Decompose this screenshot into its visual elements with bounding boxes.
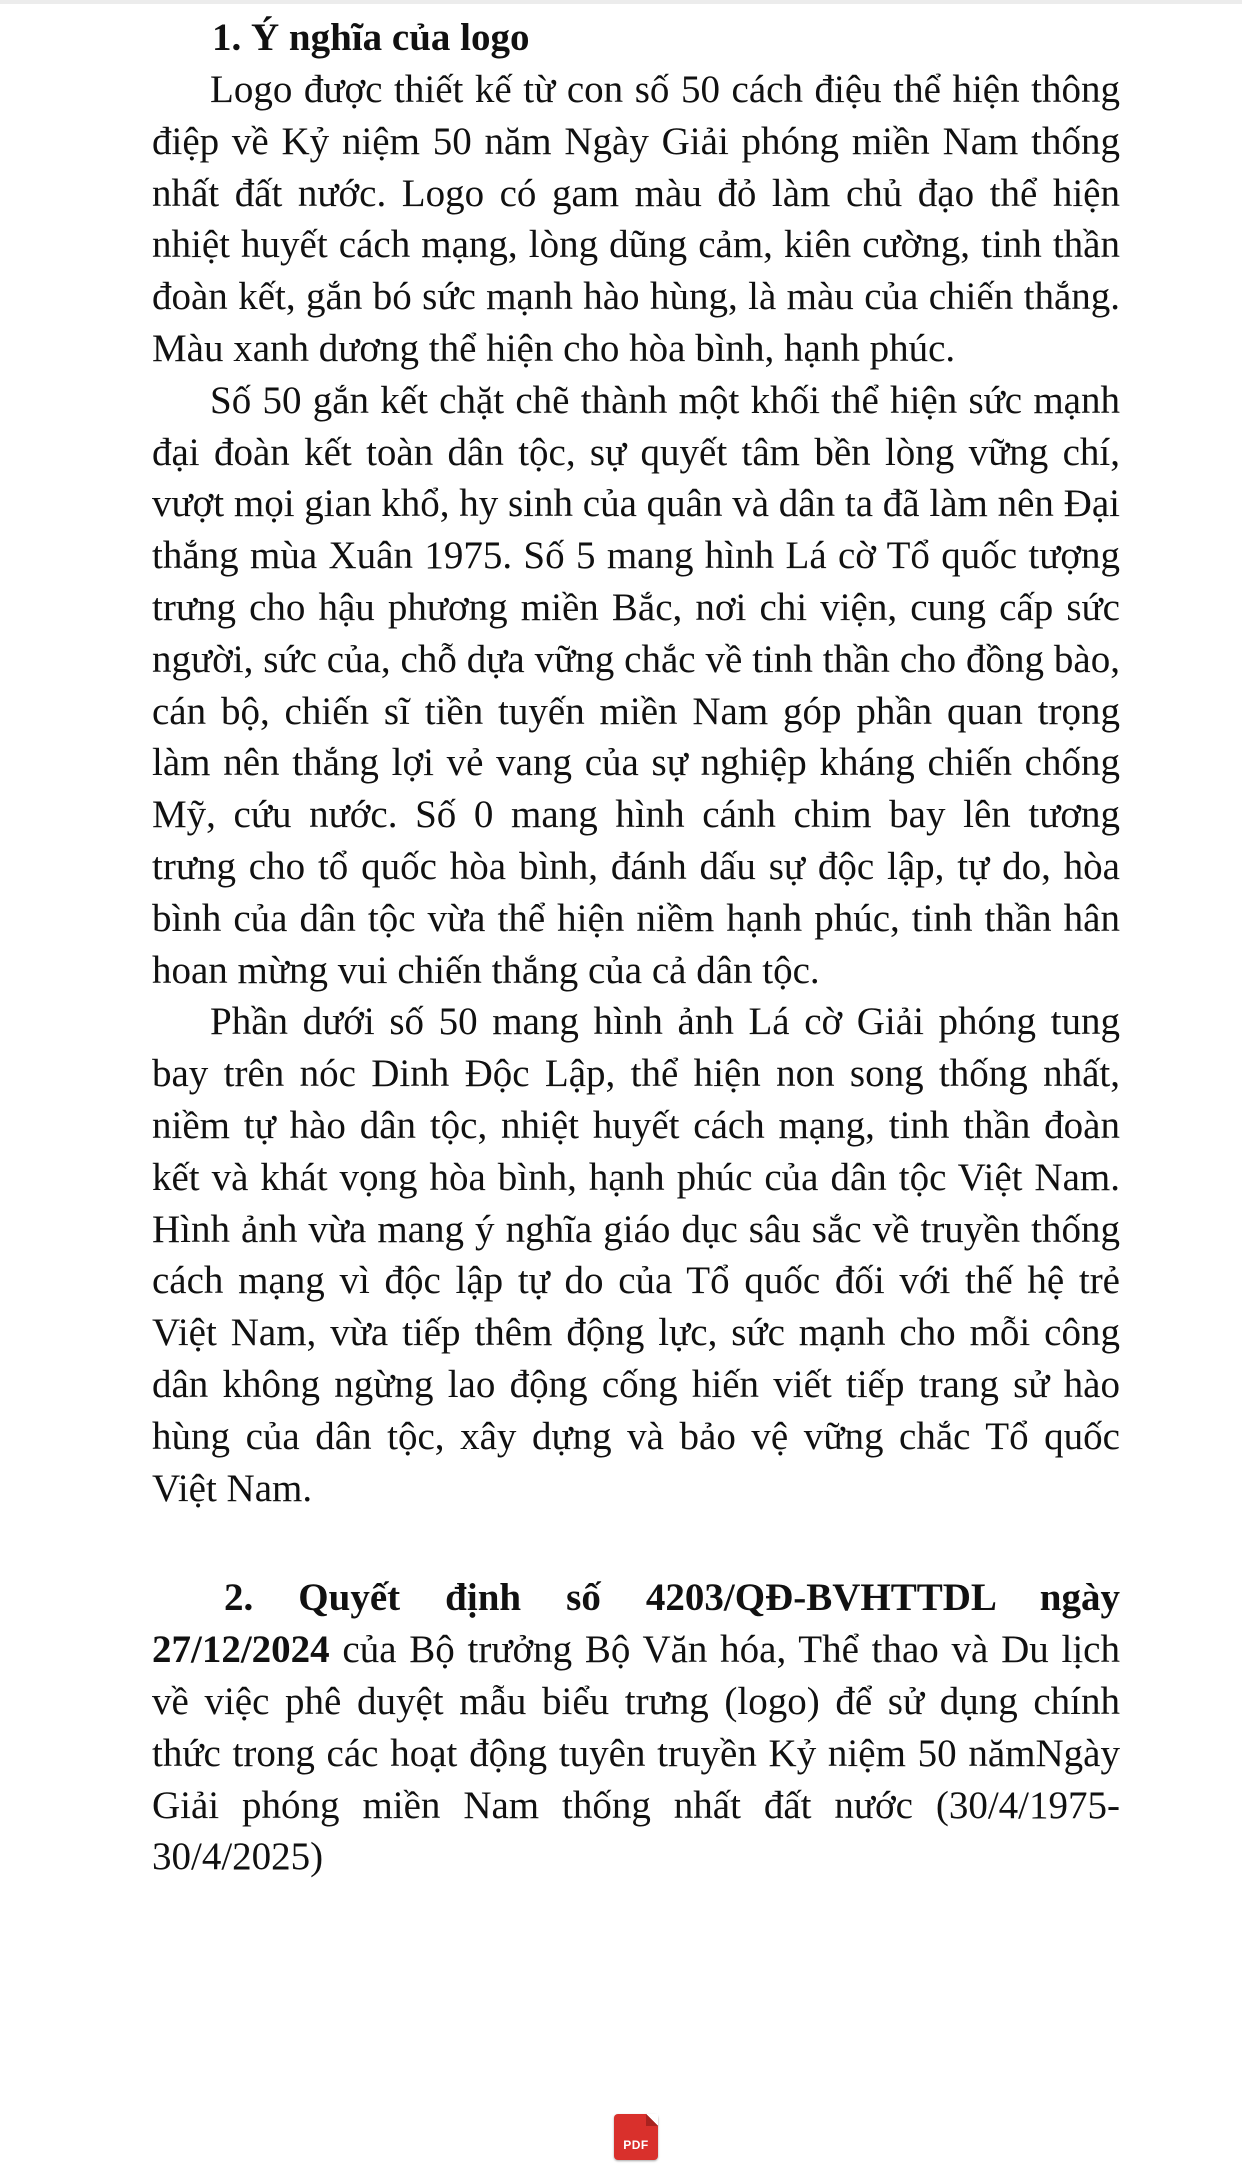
decision-title: 2. Quyết định số 4203/QĐ-BVHTTDL ngày 27/12/2024	[152, 1576, 1120, 1672]
paragraph-number-50: Số 50 gắn kết chặt chẽ thành một khối thể hiện sức mạnh đại đoàn kết toàn dân tộc, sự quyết tâm bền lòng vững chí, vượt mọi gian khổ, hy sinh của quân và dân ta đã làm nên Đại thắng mùa Xuân 1975. Số 5 mang hình Lá cờ Tổ quốc tượng trưng cho hậu phương miền Bắc, nơi chi viện, cung cấp sức người, sức của, chỗ dựa vững chắc về tinh thần cho đồng bào, cán bộ, chiến sĩ tiền tuyến miền Nam góp phần quan trọng làm nên thắng lợi vẻ vang của sự nghiệp kháng chiến chống Mỹ, cứu nước. Số 0 mang hình cánh chim bay lên tương trưng cho tổ quốc hòa bình, đánh dấu sự độc lập, tự do, hòa bình của dân tộc vừa thể hiện niềm hạnh phúc, tinh thần hân hoan mừng vui chiến thắng của cả dân tộc.	[152, 378, 1120, 992]
section-heading-logo-meaning: 1. Ý nghĩa của logo	[212, 16, 530, 59]
decision-paragraph	[152, 1572, 1120, 1883]
pdf-file-icon[interactable]	[614, 2114, 658, 2160]
paragraph-logo-overview: Logo được thiết kế từ con số 50 cách điệu thể hiện thông điệp về Kỷ niệm 50 năm Ngày Giải phóng miền Nam thống nhất đất nước. Logo có gam màu đỏ làm chủ đạo thể hiện nhiệt huyết cách mạng, lòng dũng cảm, kiên cường, tinh thần đoàn kết, gắn bó sức mạnh hào hùng, là màu của chiến thắng. Màu xanh dương thể hiện cho hòa bình, hạnh phúc.	[152, 68, 1120, 370]
top-divider	[0, 0, 1242, 4]
paragraph-liberation-flag: Phần dưới số 50 mang hình ảnh Lá cờ Giải phóng tung bay trên nóc Dinh Độc Lập, thể hiện non song thống nhất, niềm tự hào dân tộc, nhiệt huyết cách mạng, tinh thần đoàn kết và khát vọng hòa bình, hạnh phúc của dân tộc Việt Nam. Hình ảnh vừa mang ý nghĩa giáo dục sâu sắc về truyền thống cách mạng vì độc lập tự do của Tổ quốc đối với thế hệ trẻ Việt Nam, vừa tiếp thêm động lực, sức mạnh cho mỗi công dân không ngừng lao động cống hiến viết tiếp trang sử hào hùng của dân tộc, xây dựng và bảo vệ vững chắc Tổ quốc Việt Nam.	[152, 1000, 1120, 1510]
attachment-caption-cutoff	[440, 2160, 800, 2167]
pdf-icon-label: PDF	[623, 2138, 649, 2152]
document-body	[152, 12, 1120, 1883]
decision-description: của Bộ trưởng Bộ Văn hóa, Thể thao và Du lịch về việc phê duyệt mẫu biểu trưng (logo) để sử dụng chính thức trong các hoạt động tuyên truyền Kỷ niệm 50 nămNgày Giải phóng miền Nam thống nhất đất nước (30/4/1975-30/4/2025)	[152, 1628, 1120, 1879]
